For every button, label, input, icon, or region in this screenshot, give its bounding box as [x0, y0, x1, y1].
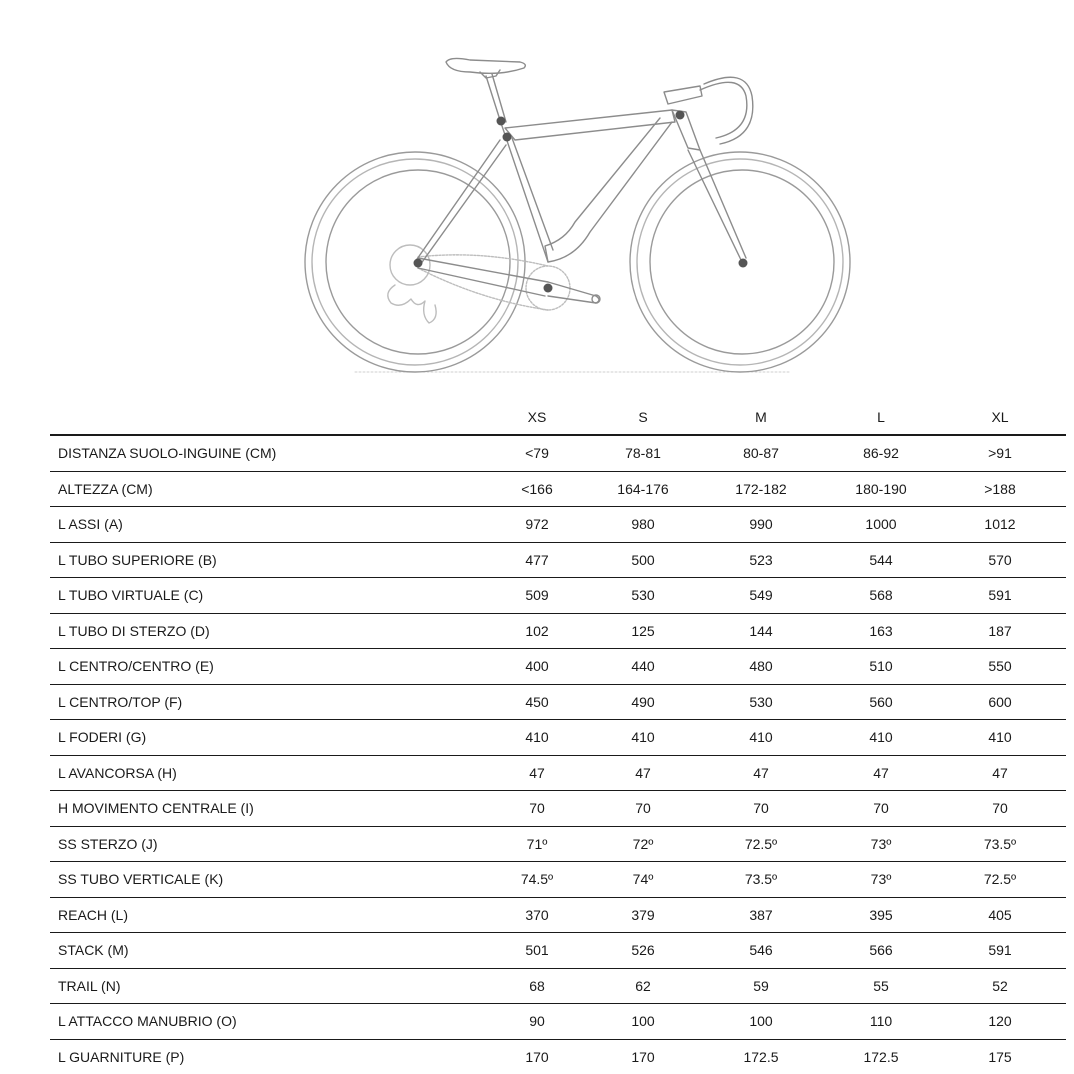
- cell-xl: 72.5º: [934, 862, 1066, 898]
- cell-xl: 570: [934, 542, 1066, 578]
- table-row: [50, 755, 1066, 791]
- cell-xs: 170: [525, 1048, 549, 1065]
- cell-xl: 591: [934, 933, 1066, 969]
- cell-m: 70: [694, 791, 828, 827]
- row-label: L FODERI (G): [50, 720, 482, 756]
- cell-xl: 70: [934, 791, 1066, 827]
- cell-xl: 120: [934, 1004, 1066, 1040]
- cell-xl: 47: [934, 755, 1066, 791]
- cell-xs: <166: [482, 471, 592, 507]
- table-row: [50, 720, 1066, 756]
- bike-frame: [415, 58, 753, 303]
- cell-xs: 70: [482, 791, 592, 827]
- cell-xl: >188: [934, 471, 1066, 507]
- drivetrain: [388, 245, 570, 323]
- cell-l: 1000: [828, 507, 934, 543]
- cell-xs: 370: [482, 897, 592, 933]
- cell-m: 523: [694, 542, 828, 578]
- cell-xs: 90: [482, 1004, 592, 1040]
- cell-l: 55: [828, 968, 934, 1004]
- cell-xl: 187: [934, 613, 1066, 649]
- cell-xl: 600: [934, 684, 1066, 720]
- table-row: [50, 542, 1066, 578]
- row-label: H MOVIMENTO CENTRALE (I): [50, 791, 482, 827]
- table-row: [50, 507, 1066, 543]
- cell-xs: 102: [482, 613, 592, 649]
- cell-xs: 450: [482, 684, 592, 720]
- cell-xs: 74.5º: [482, 862, 592, 898]
- cell-xs: 509: [482, 578, 592, 614]
- table-row: [50, 791, 1066, 827]
- cell-l: 510: [828, 649, 934, 685]
- cell-s: 980: [592, 507, 694, 543]
- cell-m: 73.5º: [694, 862, 828, 898]
- cell-l: 410: [828, 720, 934, 756]
- table-row: [50, 649, 1066, 685]
- cell-xs: 68: [482, 968, 592, 1004]
- cell-m: 546: [694, 933, 828, 969]
- cell-m: 47: [694, 755, 828, 791]
- cell-xl: 73.5º: [934, 826, 1066, 862]
- cell-xs: 71º: [482, 826, 592, 862]
- row-label: STACK (M): [50, 933, 482, 969]
- cell-s: 500: [592, 542, 694, 578]
- cell-xs: <79: [482, 435, 592, 471]
- row-label: L TUBO SUPERIORE (B): [50, 542, 482, 578]
- cell-s: 100: [592, 1004, 694, 1040]
- header-size-l: L: [828, 400, 934, 435]
- cell-l: 163: [828, 613, 934, 649]
- cell-m: 172.5: [743, 1048, 779, 1065]
- header-size-s: S: [592, 400, 694, 435]
- cell-m: 990: [694, 507, 828, 543]
- cell-m: 72.5º: [694, 826, 828, 862]
- table-row: [50, 1004, 1066, 1040]
- table-row: [50, 826, 1066, 862]
- row-label: L AVANCORSA (H): [50, 755, 482, 791]
- row-label: L ASSI (A): [50, 507, 482, 543]
- table-row: [50, 578, 1066, 614]
- cell-m: 410: [694, 720, 828, 756]
- cell-m: 387: [694, 897, 828, 933]
- cell-xl: 410: [934, 720, 1066, 756]
- cell-l: 86-92: [828, 435, 934, 471]
- measurement-points: [414, 111, 748, 293]
- cell-xl: 175: [988, 1048, 1012, 1065]
- cell-m: 530: [694, 684, 828, 720]
- cell-l: 47: [828, 755, 934, 791]
- table-row: [50, 435, 1066, 471]
- table-row: [50, 613, 1066, 649]
- table-header-row: [50, 400, 1066, 435]
- row-label: SS STERZO (J): [50, 826, 482, 862]
- cell-s: 530: [592, 578, 694, 614]
- row-label: ALTEZZA (CM): [50, 471, 482, 507]
- row-label: L TUBO VIRTUALE (C): [50, 578, 482, 614]
- cell-l: 560: [828, 684, 934, 720]
- geometry-table-body: [50, 435, 1066, 1074]
- row-label: REACH (L): [50, 897, 482, 933]
- cell-s: 490: [592, 684, 694, 720]
- cell-xl: 550: [934, 649, 1066, 685]
- cell-s: 170: [631, 1048, 655, 1065]
- cell-s: 78-81: [592, 435, 694, 471]
- table-row: [50, 471, 1066, 507]
- cell-s: 379: [592, 897, 694, 933]
- cell-l: 566: [828, 933, 934, 969]
- cell-m: 59: [694, 968, 828, 1004]
- cell-l: 395: [828, 897, 934, 933]
- cell-xs: 410: [482, 720, 592, 756]
- cell-m: 100: [694, 1004, 828, 1040]
- cell-l: 544: [828, 542, 934, 578]
- table-row: [50, 897, 1066, 933]
- table-row: [50, 862, 1066, 898]
- cell-s: 410: [592, 720, 694, 756]
- bike-geometry-illustration: [290, 50, 870, 380]
- cell-xl: >91: [934, 435, 1066, 471]
- cell-l: 70: [828, 791, 934, 827]
- row-label: L GUARNITURE (P): [58, 1048, 185, 1065]
- cell-l: 180-190: [828, 471, 934, 507]
- table-row: [50, 933, 1066, 969]
- cell-xl: 1012: [934, 507, 1066, 543]
- table-row: [50, 1039, 1066, 1074]
- header-size-xs: XS: [482, 400, 592, 435]
- cell-l: 110: [828, 1004, 934, 1040]
- cell-s: 440: [592, 649, 694, 685]
- cell-xs: 972: [482, 507, 592, 543]
- cell-s: 72º: [592, 826, 694, 862]
- header-label-cell: [50, 400, 482, 435]
- cell-xl: 591: [934, 578, 1066, 614]
- cell-l: 73º: [828, 862, 934, 898]
- row-label: SS TUBO VERTICALE (K): [50, 862, 482, 898]
- row-label: L CENTRO/TOP (F): [50, 684, 482, 720]
- row-label: L TUBO DI STERZO (D): [50, 613, 482, 649]
- row-label: L ATTACCO MANUBRIO (O): [50, 1004, 482, 1040]
- cell-l: 172.5: [863, 1048, 899, 1065]
- cell-s: 70: [592, 791, 694, 827]
- cell-s: 74º: [592, 862, 694, 898]
- row-label: TRAIL (N): [50, 968, 482, 1004]
- cell-s: 125: [592, 613, 694, 649]
- cell-s: 62: [592, 968, 694, 1004]
- cell-xl: 405: [934, 897, 1066, 933]
- header-size-m: M: [694, 400, 828, 435]
- cell-m: 172-182: [694, 471, 828, 507]
- table-row: [50, 684, 1066, 720]
- cell-s: 47: [592, 755, 694, 791]
- geometry-table: [50, 400, 1066, 1074]
- cell-m: 480: [694, 649, 828, 685]
- row-label: DISTANZA SUOLO-INGUINE (CM): [50, 435, 482, 471]
- header-size-xl: XL: [934, 400, 1066, 435]
- cell-l: 568: [828, 578, 934, 614]
- cell-xs: 47: [482, 755, 592, 791]
- cell-l: 73º: [828, 826, 934, 862]
- cell-s: 164-176: [592, 471, 694, 507]
- cell-xs: 477: [482, 542, 592, 578]
- cell-xl: 52: [934, 968, 1066, 1004]
- cell-xs: 501: [482, 933, 592, 969]
- table-row: [50, 968, 1066, 1004]
- cell-m: 549: [694, 578, 828, 614]
- cell-s: 526: [592, 933, 694, 969]
- row-label: L CENTRO/CENTRO (E): [50, 649, 482, 685]
- cell-xs: 400: [482, 649, 592, 685]
- cell-m: 80-87: [694, 435, 828, 471]
- cell-m: 144: [694, 613, 828, 649]
